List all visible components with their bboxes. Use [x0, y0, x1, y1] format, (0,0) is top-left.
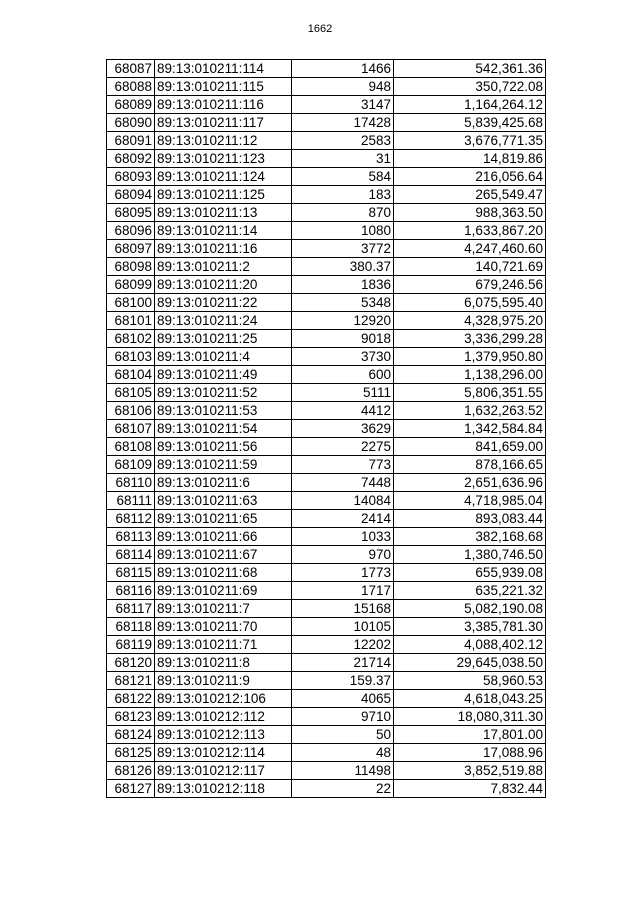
table-row	[107, 294, 546, 312]
cadastral-number-cell: 89:13:010211:59	[155, 456, 292, 474]
cadastral-value-cell: 29,645,038.50	[394, 654, 546, 672]
row-number-cell: 68107	[107, 420, 155, 438]
table-row	[107, 582, 546, 600]
cadastral-number-cell: 89:13:010211:71	[155, 636, 292, 654]
cadastral-value-cell: 265,549.47	[394, 186, 546, 204]
area-cell: 48	[292, 744, 394, 762]
area-cell: 15168	[292, 600, 394, 618]
cadastral-number-cell: 89:13:010211:63	[155, 492, 292, 510]
cadastral-value-cell: 635,221.32	[394, 582, 546, 600]
table-row	[107, 672, 546, 690]
cadastral-value-cell: 2,651,636.96	[394, 474, 546, 492]
row-number-cell: 68102	[107, 330, 155, 348]
table-row	[107, 132, 546, 150]
cadastral-number-cell: 89:13:010211:7	[155, 600, 292, 618]
area-cell: 11498	[292, 762, 394, 780]
row-number-cell: 68112	[107, 510, 155, 528]
cadastral-value-cell: 1,342,584.84	[394, 420, 546, 438]
cadastral-number-cell: 89:13:010211:20	[155, 276, 292, 294]
cadastral-value-cell: 14,819.86	[394, 150, 546, 168]
area-cell: 1033	[292, 528, 394, 546]
area-cell: 4065	[292, 690, 394, 708]
table-row	[107, 474, 546, 492]
row-number-cell: 68126	[107, 762, 155, 780]
area-cell: 3147	[292, 96, 394, 114]
cadastral-value-cell: 58,960.53	[394, 672, 546, 690]
cadastral-number-cell: 89:13:010211:16	[155, 240, 292, 258]
table-row	[107, 222, 546, 240]
row-number-cell: 68119	[107, 636, 155, 654]
area-cell: 1836	[292, 276, 394, 294]
table-row	[107, 186, 546, 204]
area-cell: 3629	[292, 420, 394, 438]
area-cell: 4412	[292, 402, 394, 420]
cadastral-value-cell: 7,832.44	[394, 780, 546, 798]
cadastral-value-cell: 878,166.65	[394, 456, 546, 474]
cadastral-number-cell: 89:13:010211:67	[155, 546, 292, 564]
row-number-cell: 68092	[107, 150, 155, 168]
cadastral-value-cell: 1,379,950.80	[394, 348, 546, 366]
table-row	[107, 366, 546, 384]
area-cell: 50	[292, 726, 394, 744]
table-row	[107, 492, 546, 510]
row-number-cell: 68110	[107, 474, 155, 492]
cadastral-value-cell: 4,618,043.25	[394, 690, 546, 708]
row-number-cell: 68125	[107, 744, 155, 762]
cadastral-value-cell: 679,246.56	[394, 276, 546, 294]
area-cell: 870	[292, 204, 394, 222]
cadastral-number-cell: 89:13:010211:117	[155, 114, 292, 132]
area-cell: 1466	[292, 60, 394, 78]
row-number-cell: 68123	[107, 708, 155, 726]
area-cell: 12202	[292, 636, 394, 654]
row-number-cell: 68115	[107, 564, 155, 582]
table-row	[107, 114, 546, 132]
cadastral-number-cell: 89:13:010211:49	[155, 366, 292, 384]
cadastral-number-cell: 89:13:010211:52	[155, 384, 292, 402]
table-row	[107, 276, 546, 294]
table-row	[107, 420, 546, 438]
table-row	[107, 708, 546, 726]
cadastral-number-cell: 89:13:010212:106	[155, 690, 292, 708]
area-cell: 12920	[292, 312, 394, 330]
table-row	[107, 600, 546, 618]
table-row	[107, 546, 546, 564]
table-row	[107, 762, 546, 780]
cadastral-number-cell: 89:13:010211:2	[155, 258, 292, 276]
row-number-cell: 68098	[107, 258, 155, 276]
area-cell: 17428	[292, 114, 394, 132]
area-cell: 2414	[292, 510, 394, 528]
table-row	[107, 690, 546, 708]
table-row	[107, 564, 546, 582]
area-cell: 1773	[292, 564, 394, 582]
table-row	[107, 654, 546, 672]
cadastral-number-cell: 89:13:010211:116	[155, 96, 292, 114]
area-cell: 3730	[292, 348, 394, 366]
cadastral-number-cell: 89:13:010211:6	[155, 474, 292, 492]
row-number-cell: 68096	[107, 222, 155, 240]
area-cell: 1080	[292, 222, 394, 240]
table-row	[107, 402, 546, 420]
cadastral-value-cell: 216,056.64	[394, 168, 546, 186]
cadastral-number-cell: 89:13:010211:12	[155, 132, 292, 150]
table-row	[107, 618, 546, 636]
table-row	[107, 330, 546, 348]
table-row	[107, 780, 546, 798]
table-row	[107, 258, 546, 276]
cadastral-number-cell: 89:13:010212:117	[155, 762, 292, 780]
cadastral-value-cell: 841,659.00	[394, 438, 546, 456]
cadastral-value-cell: 4,718,985.04	[394, 492, 546, 510]
cadastral-number-cell: 89:13:010211:14	[155, 222, 292, 240]
area-cell: 5348	[292, 294, 394, 312]
cadastral-value-cell: 350,722.08	[394, 78, 546, 96]
cadastral-value-cell: 1,633,867.20	[394, 222, 546, 240]
area-cell: 1717	[292, 582, 394, 600]
table-row	[107, 60, 546, 78]
area-cell: 7448	[292, 474, 394, 492]
cadastral-number-cell: 89:13:010211:124	[155, 168, 292, 186]
area-cell: 10105	[292, 618, 394, 636]
table-row	[107, 456, 546, 474]
row-number-cell: 68124	[107, 726, 155, 744]
cadastral-number-cell: 89:13:010211:24	[155, 312, 292, 330]
cadastral-number-cell: 89:13:010211:123	[155, 150, 292, 168]
cadastral-value-cell: 4,088,402.12	[394, 636, 546, 654]
area-cell: 31	[292, 150, 394, 168]
cadastral-number-cell: 89:13:010212:112	[155, 708, 292, 726]
row-number-cell: 68089	[107, 96, 155, 114]
table-row	[107, 96, 546, 114]
cadastral-number-cell: 89:13:010211:25	[155, 330, 292, 348]
cadastral-value-cell: 3,676,771.35	[394, 132, 546, 150]
area-cell: 948	[292, 78, 394, 96]
cadastral-value-cell: 5,082,190.08	[394, 600, 546, 618]
row-number-cell: 68090	[107, 114, 155, 132]
row-number-cell: 68117	[107, 600, 155, 618]
row-number-cell: 68111	[107, 492, 155, 510]
cadastral-value-cell: 140,721.69	[394, 258, 546, 276]
cadastral-value-cell: 542,361.36	[394, 60, 546, 78]
row-number-cell: 68122	[107, 690, 155, 708]
row-number-cell: 68109	[107, 456, 155, 474]
cadastral-number-cell: 89:13:010212:118	[155, 780, 292, 798]
row-number-cell: 68127	[107, 780, 155, 798]
cadastral-value-cell: 1,380,746.50	[394, 546, 546, 564]
cadastral-number-cell: 89:13:010211:22	[155, 294, 292, 312]
table-row	[107, 312, 546, 330]
table-row	[107, 744, 546, 762]
cadastral-value-cell: 4,328,975.20	[394, 312, 546, 330]
row-number-cell: 68101	[107, 312, 155, 330]
area-cell: 2583	[292, 132, 394, 150]
table-row	[107, 384, 546, 402]
cadastral-number-cell: 89:13:010211:13	[155, 204, 292, 222]
area-cell: 3772	[292, 240, 394, 258]
cadastral-number-cell: 89:13:010211:70	[155, 618, 292, 636]
area-cell: 159.37	[292, 672, 394, 690]
cadastral-number-cell: 89:13:010211:53	[155, 402, 292, 420]
table-row	[107, 636, 546, 654]
row-number-cell: 68099	[107, 276, 155, 294]
cadastral-value-cell: 3,385,781.30	[394, 618, 546, 636]
cadastral-number-cell: 89:13:010211:115	[155, 78, 292, 96]
cadastral-number-cell: 89:13:010211:4	[155, 348, 292, 366]
row-number-cell: 68108	[107, 438, 155, 456]
row-number-cell: 68093	[107, 168, 155, 186]
table-row	[107, 348, 546, 366]
table-row	[107, 726, 546, 744]
cadastral-value-cell: 4,247,460.60	[394, 240, 546, 258]
table-row	[107, 438, 546, 456]
row-number-cell: 68097	[107, 240, 155, 258]
cadastral-value-cell: 6,075,595.40	[394, 294, 546, 312]
cadastral-value-cell: 5,806,351.55	[394, 384, 546, 402]
area-cell: 970	[292, 546, 394, 564]
cadastral-number-cell: 89:13:010211:114	[155, 60, 292, 78]
cadastral-value-cell: 655,939.08	[394, 564, 546, 582]
cadastral-value-cell: 1,164,264.12	[394, 96, 546, 114]
cadastral-value-cell: 5,839,425.68	[394, 114, 546, 132]
table-row	[107, 204, 546, 222]
area-cell: 600	[292, 366, 394, 384]
table-row	[107, 78, 546, 96]
table-body	[107, 60, 546, 798]
cadastral-value-cell: 3,336,299.28	[394, 330, 546, 348]
area-cell: 773	[292, 456, 394, 474]
cadastral-value-cell: 382,168.68	[394, 528, 546, 546]
area-cell: 380.37	[292, 258, 394, 276]
row-number-cell: 68095	[107, 204, 155, 222]
area-cell: 9710	[292, 708, 394, 726]
row-number-cell: 68106	[107, 402, 155, 420]
cadastral-value-cell: 1,632,263.52	[394, 402, 546, 420]
page-number: 1662	[307, 23, 333, 35]
row-number-cell: 68118	[107, 618, 155, 636]
cadastral-number-cell: 89:13:010211:66	[155, 528, 292, 546]
cadastral-value-cell: 1,138,296.00	[394, 366, 546, 384]
area-cell: 2275	[292, 438, 394, 456]
table-row	[107, 168, 546, 186]
area-cell: 22	[292, 780, 394, 798]
row-number-cell: 68113	[107, 528, 155, 546]
cadastral-value-cell: 17,088.96	[394, 744, 546, 762]
row-number-cell: 68105	[107, 384, 155, 402]
cadastral-value-cell: 3,852,519.88	[394, 762, 546, 780]
cadastral-number-cell: 89:13:010211:69	[155, 582, 292, 600]
cadastral-number-cell: 89:13:010211:9	[155, 672, 292, 690]
table-row	[107, 240, 546, 258]
cadastral-value-cell: 893,083.44	[394, 510, 546, 528]
cadastral-number-cell: 89:13:010211:56	[155, 438, 292, 456]
cadastral-value-cell: 18,080,311.30	[394, 708, 546, 726]
area-cell: 584	[292, 168, 394, 186]
row-number-cell: 68120	[107, 654, 155, 672]
area-cell: 183	[292, 186, 394, 204]
row-number-cell: 68103	[107, 348, 155, 366]
area-cell: 5111	[292, 384, 394, 402]
cadastral-value-cell: 988,363.50	[394, 204, 546, 222]
row-number-cell: 68116	[107, 582, 155, 600]
row-number-cell: 68100	[107, 294, 155, 312]
row-number-cell: 68094	[107, 186, 155, 204]
row-number-cell: 68114	[107, 546, 155, 564]
cadastral-number-cell: 89:13:010211:8	[155, 654, 292, 672]
table-row	[107, 510, 546, 528]
row-number-cell: 68087	[107, 60, 155, 78]
cadastral-number-cell: 89:13:010212:114	[155, 744, 292, 762]
row-number-cell: 68104	[107, 366, 155, 384]
row-number-cell: 68091	[107, 132, 155, 150]
cadastral-value-cell: 17,801.00	[394, 726, 546, 744]
cadastral-number-cell: 89:13:010211:65	[155, 510, 292, 528]
cadastral-number-cell: 89:13:010211:54	[155, 420, 292, 438]
area-cell: 9018	[292, 330, 394, 348]
area-cell: 14084	[292, 492, 394, 510]
cadastral-number-cell: 89:13:010211:68	[155, 564, 292, 582]
row-number-cell: 68088	[107, 78, 155, 96]
cadastral-number-cell: 89:13:010212:113	[155, 726, 292, 744]
table-row	[107, 528, 546, 546]
cadastral-number-cell: 89:13:010211:125	[155, 186, 292, 204]
table-row	[107, 150, 546, 168]
area-cell: 21714	[292, 654, 394, 672]
row-number-cell: 68121	[107, 672, 155, 690]
cadastral-value-table	[106, 59, 546, 798]
